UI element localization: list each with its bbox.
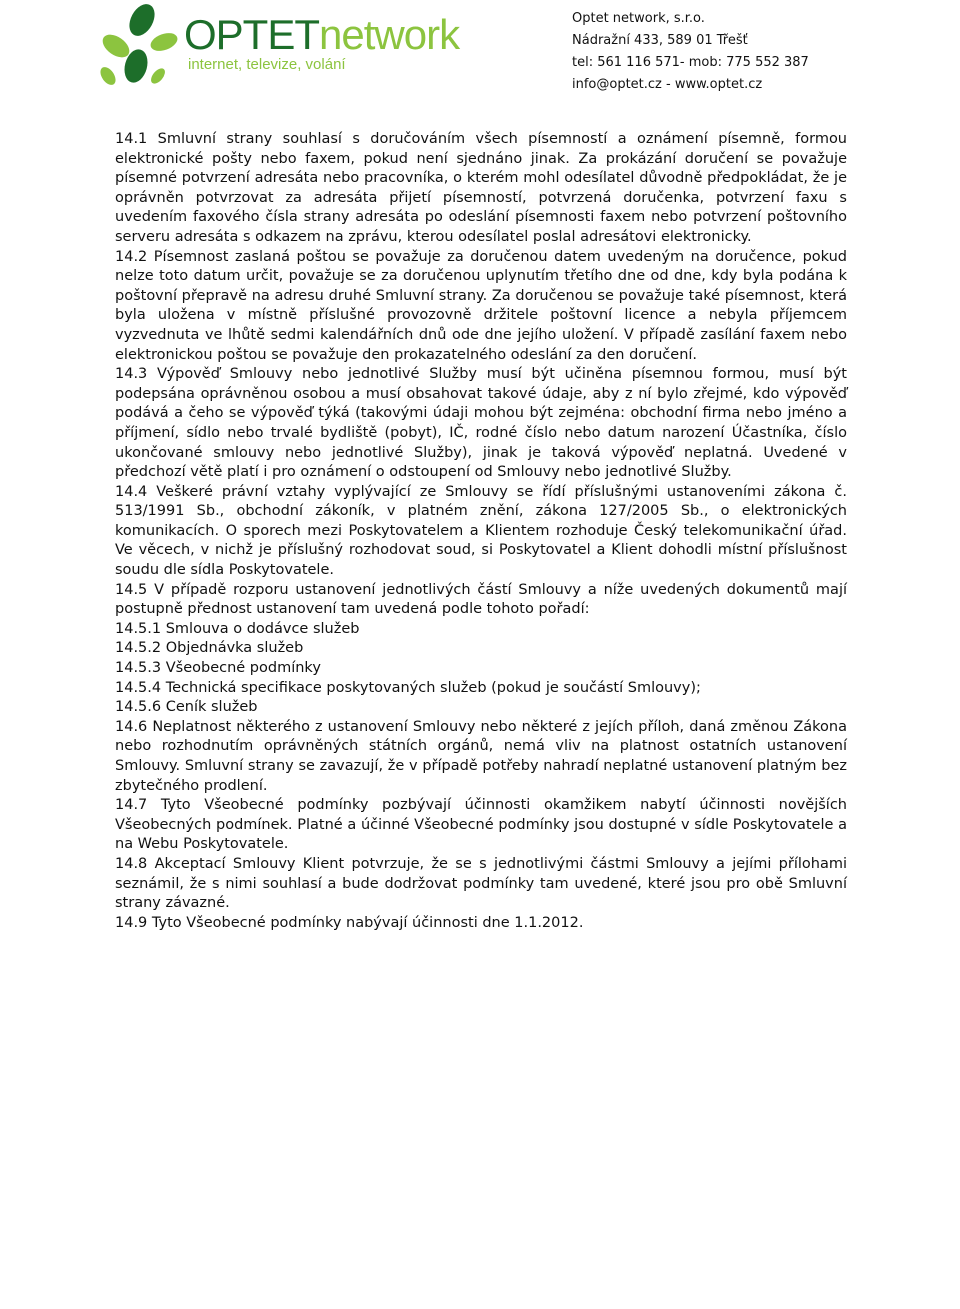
clause-14-9: 14.9 Tyto Všeobecné podmínky nabývají účinnosti dne 1.1.2012.: [115, 914, 584, 931]
brand-name: [184, 12, 459, 58]
letterhead: [0, 0, 960, 110]
clause-14-6: 14.6 Neplatnost některého z ustanovení Smlouvy nebo některé z jejích příloh, daná změnou Zákona nebo rozhodnutím oprávněných státních orgánů, nemá vliv na platnost ostatních ustanovení Smlouvy. Smluvní strany se zavazují, že v případě potřeby nahradí neplatné ustanovení platným bez zbytečného prodlení.: [115, 718, 847, 794]
clause-14-2: 14.2 Písemnost zaslaná poštou se považuje za doručenou datem uvedeným na doručence, pokud nelze toto datum určit, považuje se za doručenou uplynutím třetího dne od dne, kdy byla podána k poštovní přepravě na adresu druhé Smluvní strany. Za doručenou se považuje také písemnost, která byla uložena v místně příslušné provozovně držitele poštovní licence a nebyla příjemcem vyzvednuta ve lhůtě sedmi kalendářních dnů ode dne jejího uložení. V případě zasílání faxem nebo elektronickou poštou se považuje den prokazatelného odeslání za den doručení.: [115, 248, 847, 363]
company-email-web: info@optet.cz - www.optet.cz: [572, 77, 763, 92]
clause-14-1: 14.1 Smluvní strany souhlasí s doručováním všech písemností a oznámení písemně, formou elektronické pošty nebo faxem, pokud není sjednáno jinak. Za prokázání doručení se považuje písemné potvrzení adresáta nebo pracovníka, o kterém mohl odesílatel důvodně předpokládat, že je oprávněn potvrzovat za adresáta přijetí písemností, potvrzená doručenka, potvrzení faxu s uvedením faxového čísla strany adresáta po odeslání písemnosti faxem nebo potvrzení poštovního serveru adresáta s odkazem na zprávu, kterou odesílatel poslal adresátovi elektronicky.: [115, 131, 847, 245]
brand-tagline: internet, televize, volání: [188, 56, 346, 73]
clause-14-8: 14.8 Akceptací Smlouvy Klient potvrzuje, že se s jednotlivými částmi Smlouvy a jejími přílohami seznámil, že s nimi souhlasí a bude dodržovat podmínky tam uvedené, které jsou pro obě Smluvní strany závazné.: [115, 855, 847, 912]
company-name: Optet network, s.r.o.: [572, 11, 705, 26]
clause-14-5-4: 14.5.4 Technická specifikace poskytovaných služeb (pokud je součástí Smlouvy);: [115, 679, 701, 696]
clause-14-5-1: 14.5.1 Smlouva o dodávce služeb: [115, 620, 360, 637]
clause-14-5-2: 14.5.2 Objednávka služeb: [115, 640, 304, 657]
contact-block: [572, 8, 809, 96]
clause-14-5-3: 14.5.3 Všeobecné podmínky: [115, 660, 321, 677]
clause-14-3: 14.3 Výpověď Smlouvy nebo jednotlivé Služby musí být učiněna písemnou formou, musí být podepsána oprávněnou osobou a musí obsahovat takové údaje, aby z ní bylo zřejmé, kdo výpověď podává a čeho se výpověď týká (takovými údaji mohou být zejména: obchodní firma nebo jméno a příjmení, sídlo nebo trvalé bydliště (pobyt), IČ, rodné číslo nebo datum narození Účastníka, číslo ukončované smlouvy nebo jednotlivé Služby), jinak je taková výpověď neplatná. Uvedené v předchozí větě platí i pro oznámení o odstoupení od Smlouvy nebo jednotlivé Služby.: [115, 366, 847, 481]
clause-14-4: 14.4 Veškeré právní vztahy vyplývající ze Smlouvy se řídí příslušnými ustanoveními zákona č. 513/1991 Sb., obchodní zákoník, v platném znění, zákona 127/2005 Sb., o elektronických komunikacích. O sporech mezi Poskytovatelem a Klientem rozhoduje Český telekomunikační úřad. Ve věcech, v nichž je příslušný rozhodovat soud, si Poskytovatel a Klient dohodli místní příslušnost soudu dle sídla Poskytovatele.: [115, 483, 847, 579]
clause-14-5: 14.5 V případě rozporu ustanovení jednotlivých částí Smlouvy a níže uvedených dokumentů mají postupně přednost ustanovení tam uvedená podle tohoto pořadí:: [115, 581, 847, 618]
clause-14-5-6: 14.5.6 Ceník služeb: [115, 699, 258, 716]
clause-14-7: 14.7 Tyto Všeobecné podmínky pozbývají účinnosti okamžikem nabytí účinnosti novějších Všeobecných podmínek. Platné a účinné Všeobecné podmínky jsou dostupné v sídle Poskytovatele a na Webu Poskytovatele.: [115, 797, 847, 853]
leaf-logo-icon: [88, 2, 180, 92]
company-address: Nádražní 433, 589 01 Třešť: [572, 33, 748, 48]
brand-name-network: network: [319, 11, 460, 58]
brand-name-optet: OPTET: [184, 11, 320, 58]
document-body: [115, 130, 847, 933]
company-phones: tel: 561 116 571- mob: 775 552 387: [572, 55, 809, 70]
